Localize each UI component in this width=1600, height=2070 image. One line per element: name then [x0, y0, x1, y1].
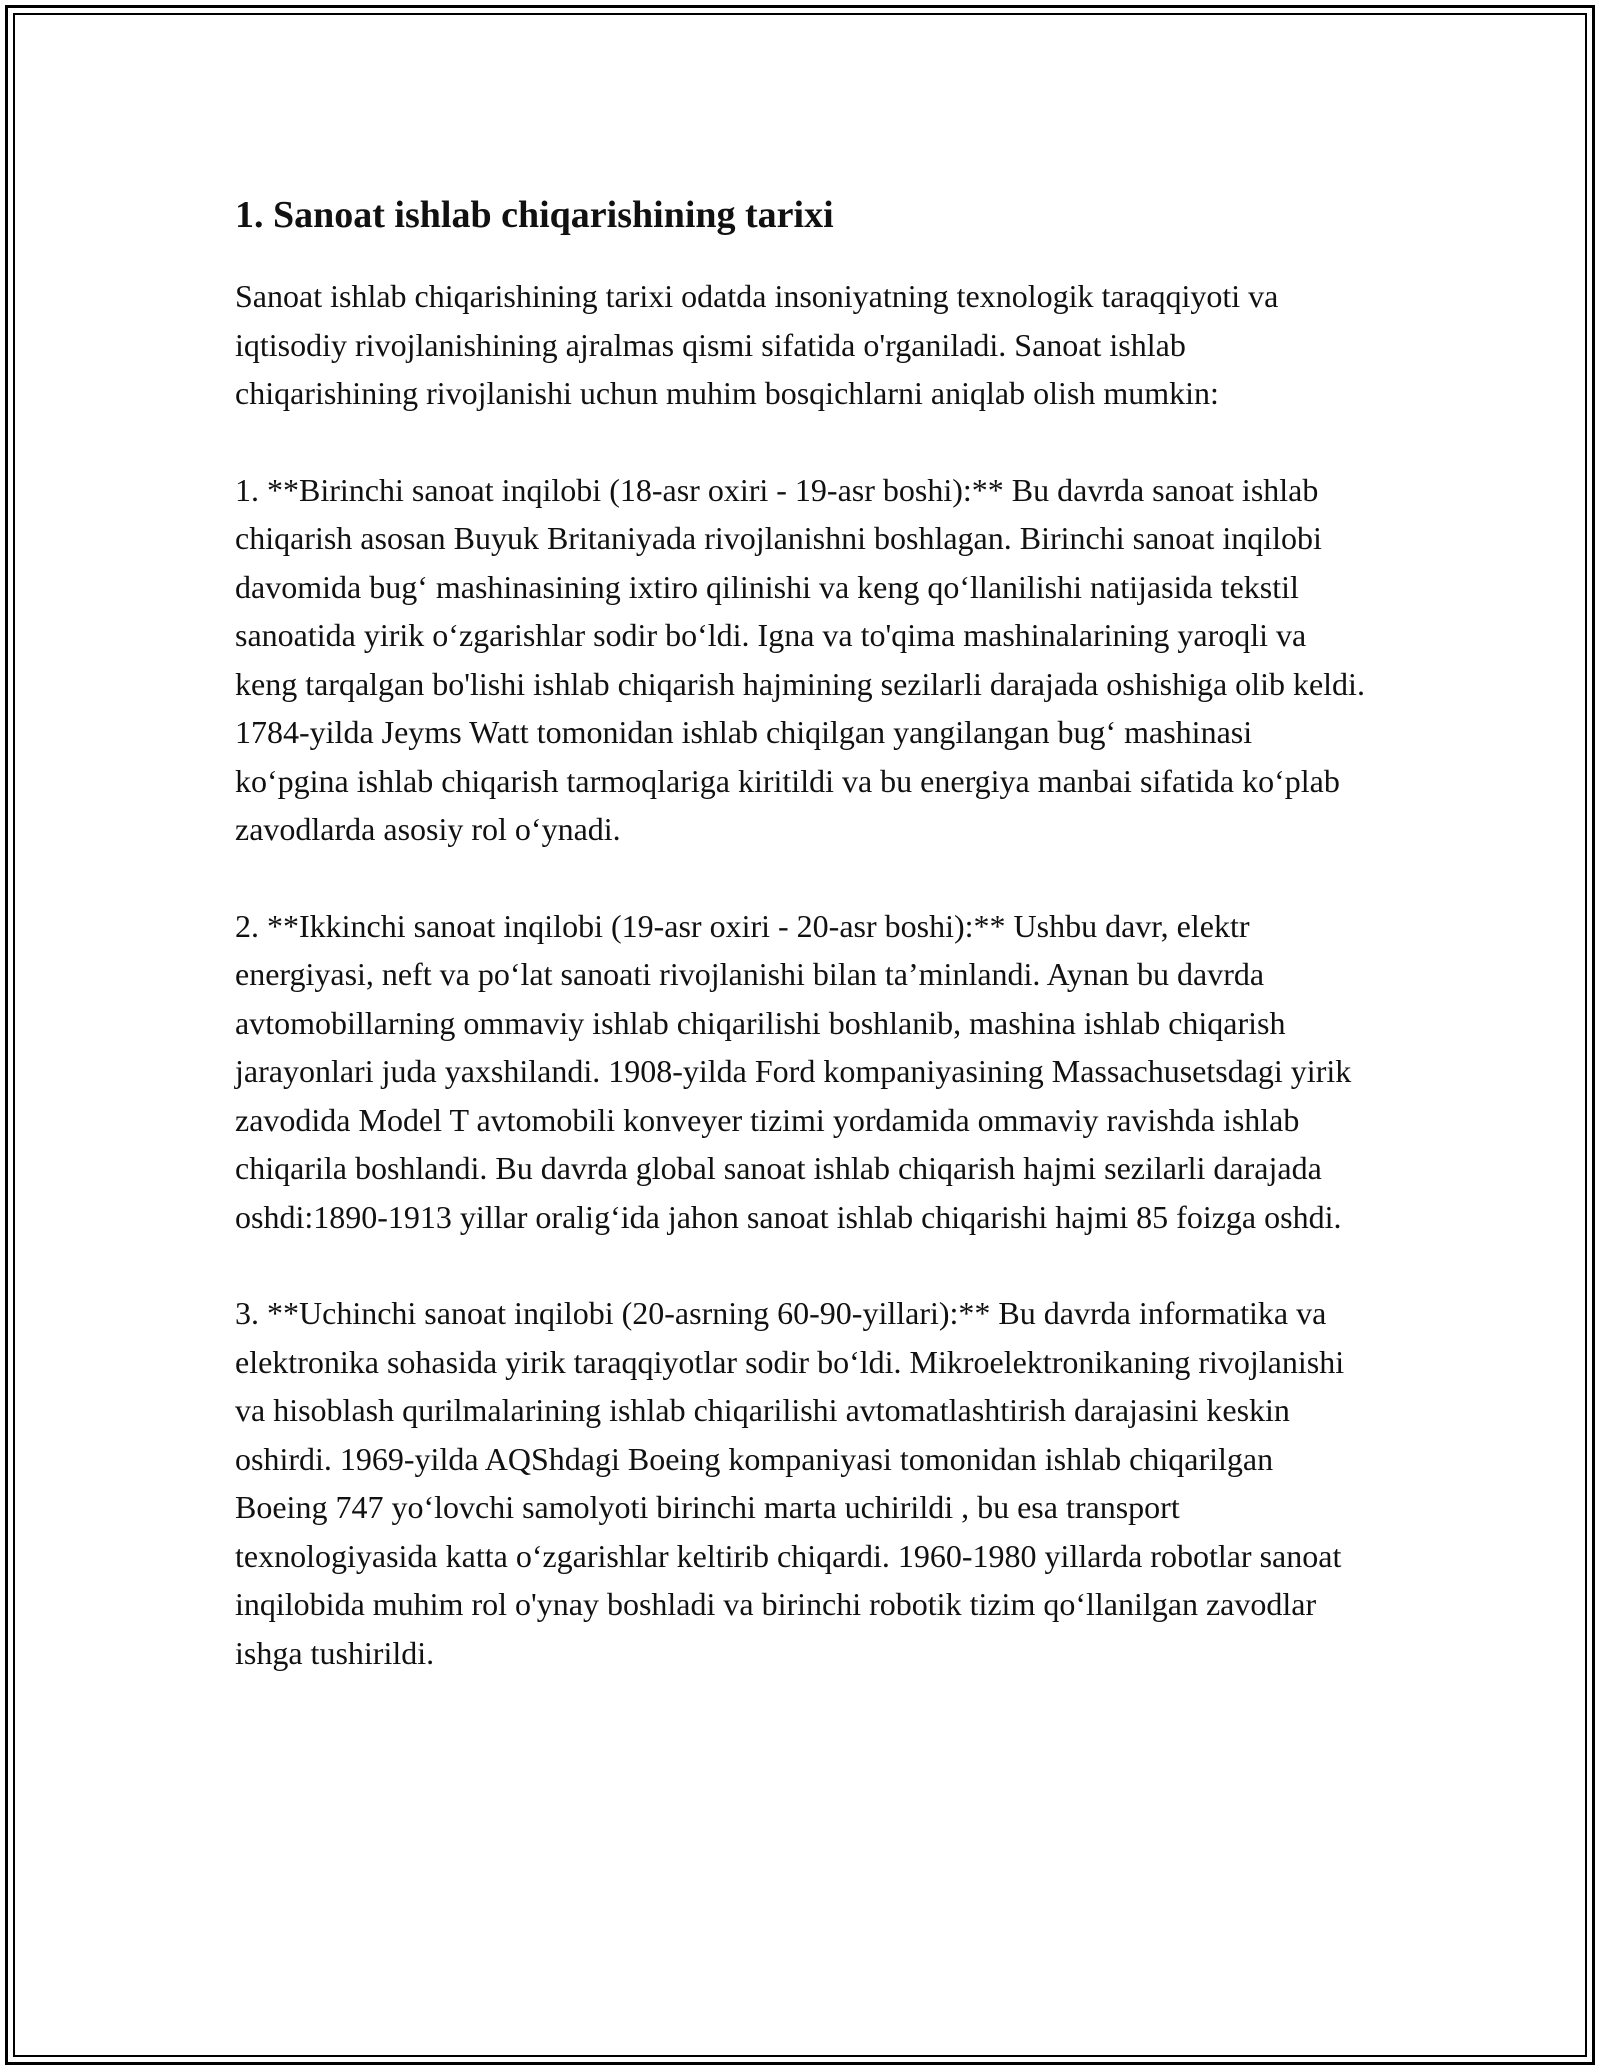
document-body — [235, 190, 1370, 1725]
first-revolution-paragraph: 1. **Birinchi sanoat inqilobi (18-asr oxiri - 19-asr boshi):** Bu davrda sanoat ishlab chiqarish asosan Buyuk Britaniyada rivojlanishni boshlagan. Birinchi sanoat inqilobi davomida bug‘ mashinasining ixtiro qilinishi va keng qo‘llanilishi natijasida tekstil sanoatida yirik o‘zgarishlar sodir bo‘ldi. Igna va to'qima mashinalarining yaroqli va keng tarqalgan bo'lishi ishlab chiqarish hajmining sezilarli darajada oshishiga olib keldi. 1784-yilda Jeyms Watt tomonidan ishlab chiqilgan yangilangan bug‘ mashinasi ko‘pgina ishlab chiqarish tarmoqlariga kiritildi va bu energiya manbai sifatida ko‘plab zavodlarda asosiy rol o‘ynadi. — [235, 471, 1365, 847]
third-revolution-paragraph: 3. **Uchinchi sanoat inqilobi (20-asrning 60-90-yillari):** Bu davrda informatika va elektronika sohasida yirik taraqqiyotlar sodir bo‘ldi. Mikroelektronikaning rivojlanishi va hisoblash qurilmalarining ishlab chiqarilishi avtomatlashtirish darajasini keskin oshirdi. 1969-yilda AQShdagi Boeing kompaniyasi tomonidan ishlab chiqarilgan Boeing 747 yo‘lovchi samolyoti birinchi marta uchirildi , bu esa transport texnologiyasida katta o‘zgarishlar keltirib chiqardi. 1960-1980 yillarda robotlar sanoat inqilobida muhim rol o'ynay boshladi va birinchi robotik tizim qo‘llanilgan zavodlar ishga tushirildi. — [235, 1295, 1345, 1671]
intro-paragraph: Sanoat ishlab chiqarishining tarixi odatda insoniyatning texnologik taraqqiyoti va iqtisodiy rivojlanishining ajralmas qismi sifatida o'rganiladi. Sanoat ishlab chiqarishining rivojlanishi uchun muhim bosqichlarni aniqlab olish mumkin: — [235, 278, 1279, 411]
second-revolution-paragraph: 2. **Ikkinchi sanoat inqilobi (19-asr oxiri - 20-asr boshi):** Ushbu davr, elektr energiyasi, neft va po‘lat sanoati rivojlanishi bilan ta’minlandi. Aynan bu davrda avtomobillarning ommaviy ishlab chiqarilishi boshlanib, mashina ishlab chiqarish jarayonlari juda yaxshilandi. 1908-yilda Ford kompaniyasining Massachusetsdagi yirik zavodida Model T avtomobili konveyer tizimi yordamida ommaviy ravishda ishlab chiqarila boshlandi. Bu davrda global sanoat ishlab chiqarish hajmi sezilarli darajada oshdi:1890-1913 yillar oralig‘ida jahon sanoat ishlab chiqarishi hajmi 85 foizga oshdi. — [235, 907, 1352, 1235]
section-heading: 1. Sanoat ishlab chiqarishining tarixi — [235, 194, 834, 236]
